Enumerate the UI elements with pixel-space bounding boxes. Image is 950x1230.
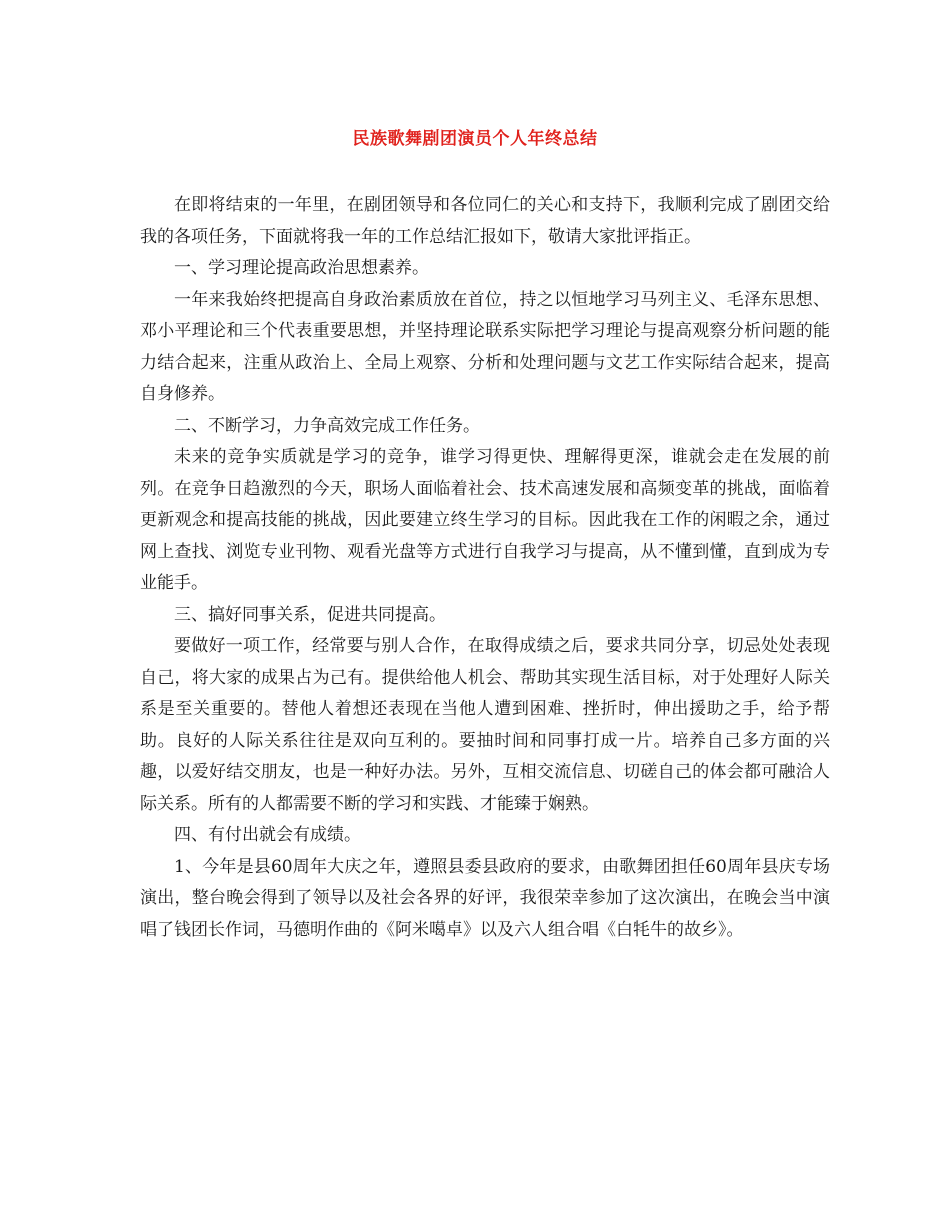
document-body (140, 190, 830, 946)
section-heading-4: 四、有付出就会有成绩。 (174, 825, 361, 845)
paragraph-intro: 在即将结束的一年里，在剧团领导和各位同仁的关心和支持下，我顺利完成了剧团交给我的各项任务，下面就将我一年的工作总结汇报如下，敬请大家批评指正。 (140, 195, 830, 247)
section-heading-2: 二、不断学习，力争高效完成工作任务。 (174, 415, 480, 436)
section-heading-1: 一、学习理论提高政治思想素养。 (174, 258, 429, 278)
paragraph-section-4-item-1: 1、今年是县60周年大庆之年，遵照县委县政府的要求，由歌舞团担任60周年县庆专场演出，整台晚会得到了领导以及社会各界的好评，我很荣幸参加了这次演出，在晚会当中演唱了钱团长作词，马德明作曲的《阿米噶卓》以及六人组合唱《白牦牛的故乡》。 (140, 856, 830, 940)
paragraph-section-3: 要做好一项工作，经常要与别人合作，在取得成绩之后，要求共同分享，切忌处处表现自己，将大家的成果占为己有。提供给他人机会、帮助其实现生活目标，对于处理好人际关系是至关重要的。替他人着想还表现在当他人遭到困难、挫折时，伸出援助之手，给予帮助。良好的人际关系往往是双向互利的。要抽时间和同事打成一片。培养自己多方面的兴趣，以爱好结交朋友，也是一种好办法。另外，互相交流信息、切磋自己的体会都可融洽人际关系。所有的人都需要不断的学习和实践、才能臻于娴熟。 (140, 636, 830, 814)
paragraph-section-1: 一年来我始终把提高自身政治素质放在首位，持之以恒地学习马列主义、毛泽东思想、邓小平理论和三个代表重要思想，并坚持理论联系实际把学习理论与提高观察分析问题的能力结合起来，注重从政治上、全局上观察、分析和处理问题与文艺工作实际结合起来，提高自身修养。 (140, 289, 830, 404)
section-heading-3: 三、搞好同事关系，促进共同提高。 (174, 604, 446, 625)
document-title: 民族歌舞剧团演员个人年终总结 (352, 129, 598, 149)
paragraph-section-2: 未来的竞争实质就是学习的竞争，谁学习得更快、理解得更深，谁就会走在发展的前列。在竞争日趋激烈的今天，职场人面临着社会、技术高速发展和高频变革的挑战，面临着更新观念和提高技能的挑战，因此要建立终生学习的目标。因此我在工作的闲暇之余，通过网上查找、浏览专业刊物、观看光盘等方式进行自我学习与提高，从不懂到懂，直到成为专业能手。 (140, 447, 830, 593)
